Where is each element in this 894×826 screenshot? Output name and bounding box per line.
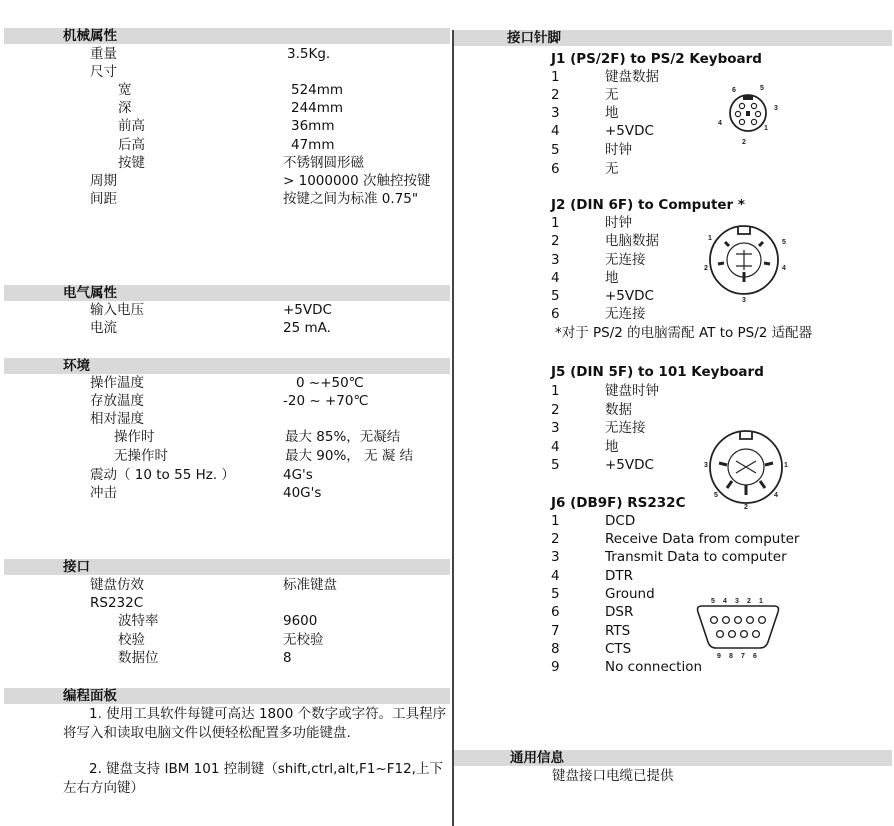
general-info-text: 键盘接口电缆已提供 xyxy=(552,768,674,784)
voltage-value: +5VDC xyxy=(283,302,332,318)
svg-text:5: 5 xyxy=(760,85,764,92)
svg-text:2: 2 xyxy=(704,265,708,272)
j2-title: J2 (DIN 6F) to Computer * xyxy=(551,197,745,213)
humidity-noop-value: 最大 90%， 无 凝 结 xyxy=(285,448,414,464)
j6-pin-number: 3 xyxy=(551,549,560,565)
din6-connector-diagram xyxy=(702,218,790,304)
column-divider xyxy=(452,30,454,826)
section-title-general: 通用信息 xyxy=(510,750,564,766)
svg-text:3: 3 xyxy=(742,297,746,304)
cycle-value: > 1000000 次触控按键 xyxy=(283,173,431,189)
j2-pin-number: 6 xyxy=(551,306,560,322)
width-value: 524mm xyxy=(291,82,344,98)
svg-text:4: 4 xyxy=(718,120,722,127)
current-label: 电流 xyxy=(90,320,117,336)
size-label: 尺寸 xyxy=(90,64,117,80)
baud-label: 波特率 xyxy=(118,613,159,629)
svg-text:4: 4 xyxy=(782,265,786,272)
storage-temp-label: 存放温度 xyxy=(90,393,144,409)
rear-height-label: 后高 xyxy=(118,137,145,153)
svg-text:7: 7 xyxy=(741,653,745,660)
vibration-value: 4G's xyxy=(283,467,313,483)
j2-pin-desc: +5VDC xyxy=(605,288,654,304)
voltage-label: 输入电压 xyxy=(90,302,144,318)
rs232c-label: RS232C xyxy=(90,595,144,611)
depth-value: 244mm xyxy=(291,100,344,116)
data-bits-label: 数据位 xyxy=(118,650,159,666)
svg-text:1: 1 xyxy=(759,598,763,605)
keyboard-emulation-label: 键盘仿效 xyxy=(90,577,144,593)
j6-pin-desc: DSR xyxy=(605,604,634,620)
j1-pin-number: 4 xyxy=(551,123,560,139)
programming-paragraph-2: 2. 键盘支持 IBM 101 控制键（shift,ctrl,alt,F1~F12,上下左右方向键） xyxy=(63,761,443,796)
j2-pin-desc: 地 xyxy=(605,270,619,286)
j2-note: *对于 PS/2 的电脑需配 AT to PS/2 适配器 xyxy=(555,325,813,341)
weight-value: 3.5Kg. xyxy=(287,46,331,62)
programming-paragraph-1: 1. 使用工具软件每键可高达 1800 个数字或字符。工具程序将写入和读取电脑文件以便轻松配置多功能键盘. xyxy=(63,706,447,741)
j1-title: J1 (PS/2F) to PS/2 Keyboard xyxy=(551,51,762,67)
svg-text:5: 5 xyxy=(714,492,718,499)
shock-value: 40G's xyxy=(283,485,322,501)
j5-pin-desc: 无连接 xyxy=(605,420,646,436)
svg-text:5: 5 xyxy=(782,239,786,246)
db9-connector-diagram xyxy=(690,596,786,662)
width-label: 宽 xyxy=(118,82,132,98)
svg-text:4: 4 xyxy=(723,598,727,605)
j1-pin-desc: 地 xyxy=(605,105,619,121)
j6-pin-number: 4 xyxy=(551,568,560,584)
j5-pin-number: 2 xyxy=(551,402,560,418)
svg-text:3: 3 xyxy=(704,462,708,469)
j6-pin-desc: DTR xyxy=(605,568,634,584)
j1-pin-number: 3 xyxy=(551,105,560,121)
svg-text:9: 9 xyxy=(717,653,721,660)
depth-label: 深 xyxy=(118,100,132,116)
parity-value: 无校验 xyxy=(283,632,324,648)
din5-connector-diagram xyxy=(700,425,792,511)
humidity-noop-label: 无操作时 xyxy=(114,448,168,464)
j2-pin-number: 2 xyxy=(551,233,560,249)
j6-pin-number: 2 xyxy=(551,531,560,547)
j6-pin-desc: Transmit Data to computer xyxy=(605,549,787,565)
storage-temp-value: -20 ~ +70℃ xyxy=(283,393,369,409)
keyboard-emulation-value: 标准键盘 xyxy=(283,577,337,593)
humidity-op-value: 最大 85%，无凝结 xyxy=(285,429,401,445)
j5-pin-desc: 数据 xyxy=(605,402,632,418)
j6-pin-desc: RTS xyxy=(605,623,631,639)
j1-pin-number: 6 xyxy=(551,161,560,177)
j2-pin-desc: 无连接 xyxy=(605,306,646,322)
humidity-op-label: 操作时 xyxy=(114,429,155,445)
svg-text:6: 6 xyxy=(732,87,736,94)
baud-value: 9600 xyxy=(283,613,318,629)
j5-pin-number: 5 xyxy=(551,457,560,473)
j6-pin-number: 7 xyxy=(551,623,560,639)
j5-pin-desc: +5VDC xyxy=(605,457,654,473)
current-value: 25 mA. xyxy=(283,320,331,336)
j6-pin-number: 5 xyxy=(551,586,560,602)
j5-pin-desc: 地 xyxy=(605,439,619,455)
ps2-connector-diagram xyxy=(712,80,784,150)
section-title-pins: 接口针脚 xyxy=(507,30,561,46)
front-height-label: 前高 xyxy=(118,118,145,134)
section-title-mechanical: 机械属性 xyxy=(63,28,117,44)
j2-pin-desc: 时钟 xyxy=(605,215,632,231)
rear-height-value: 47mm xyxy=(291,137,335,153)
vibration-label: 震动（ 10 to 55 Hz. ） xyxy=(90,467,235,483)
j1-pin-number: 1 xyxy=(551,69,560,85)
svg-text:2: 2 xyxy=(747,598,751,605)
pitch-label: 间距 xyxy=(90,191,117,207)
j6-pin-number: 1 xyxy=(551,513,560,529)
j1-pin-desc: 键盘数据 xyxy=(605,69,659,85)
humidity-label: 相对湿度 xyxy=(90,411,144,427)
svg-text:1: 1 xyxy=(708,235,712,242)
j2-pin-desc: 无连接 xyxy=(605,252,646,268)
data-bits-value: 8 xyxy=(283,650,292,666)
section-title-environment: 环境 xyxy=(63,358,90,374)
j6-pin-desc: Receive Data from computer xyxy=(605,531,800,547)
svg-text:8: 8 xyxy=(729,653,733,660)
j6-pin-number: 9 xyxy=(551,659,560,675)
j5-title: J5 (DIN 5F) to 101 Keyboard xyxy=(551,364,764,380)
j6-pin-desc: Ground xyxy=(605,586,655,602)
svg-text:4: 4 xyxy=(774,492,778,499)
pitch-value: 按键之间为标准 0.75" xyxy=(283,191,419,207)
svg-text:2: 2 xyxy=(744,504,748,511)
keys-value: 不锈钢圆形磁 xyxy=(283,155,364,171)
j6-pin-number: 6 xyxy=(551,604,560,620)
j5-pin-desc: 键盘时钟 xyxy=(605,383,659,399)
weight-label: 重量 xyxy=(90,46,117,62)
j2-pin-desc: 电脑数据 xyxy=(605,233,659,249)
j1-pin-number: 5 xyxy=(551,142,560,158)
j6-pin-desc: DCD xyxy=(605,513,636,529)
j2-pin-number: 4 xyxy=(551,270,560,286)
j2-pin-number: 1 xyxy=(551,215,560,231)
shock-label: 冲击 xyxy=(90,485,117,501)
j5-pin-number: 4 xyxy=(551,439,560,455)
section-title-programming: 编程面板 xyxy=(63,688,117,704)
svg-text:1: 1 xyxy=(784,462,788,469)
j6-pin-desc: CTS xyxy=(605,641,632,657)
j6-pin-desc: No connection xyxy=(605,659,703,675)
front-height-value: 36mm xyxy=(291,118,335,134)
svg-text:2: 2 xyxy=(742,139,746,146)
j5-pin-number: 3 xyxy=(551,420,560,436)
j1-pin-desc: 时钟 xyxy=(605,142,632,158)
j2-pin-number: 3 xyxy=(551,252,560,268)
j2-pin-number: 5 xyxy=(551,288,560,304)
svg-text:1: 1 xyxy=(764,125,768,132)
section-title-interface: 接口 xyxy=(63,559,90,575)
keys-label: 按键 xyxy=(118,155,145,171)
svg-text:3: 3 xyxy=(735,598,739,605)
svg-text:6: 6 xyxy=(753,653,757,660)
cycle-label: 周期 xyxy=(90,173,117,189)
op-temp-label: 操作温度 xyxy=(90,375,144,391)
j1-pin-number: 2 xyxy=(551,87,560,103)
j6-title: J6 (DB9F) RS232C xyxy=(551,495,686,511)
j5-pin-number: 1 xyxy=(551,383,560,399)
parity-label: 校验 xyxy=(118,632,145,648)
j1-pin-desc: +5VDC xyxy=(605,123,654,139)
j6-pin-number: 8 xyxy=(551,641,560,657)
svg-text:3: 3 xyxy=(774,105,778,112)
j1-pin-desc: 无 xyxy=(605,161,619,177)
op-temp-value: 0 ~+50℃ xyxy=(296,375,364,391)
svg-text:5: 5 xyxy=(711,598,715,605)
section-title-electrical: 电气属性 xyxy=(63,285,117,301)
j1-pin-desc: 无 xyxy=(605,87,619,103)
